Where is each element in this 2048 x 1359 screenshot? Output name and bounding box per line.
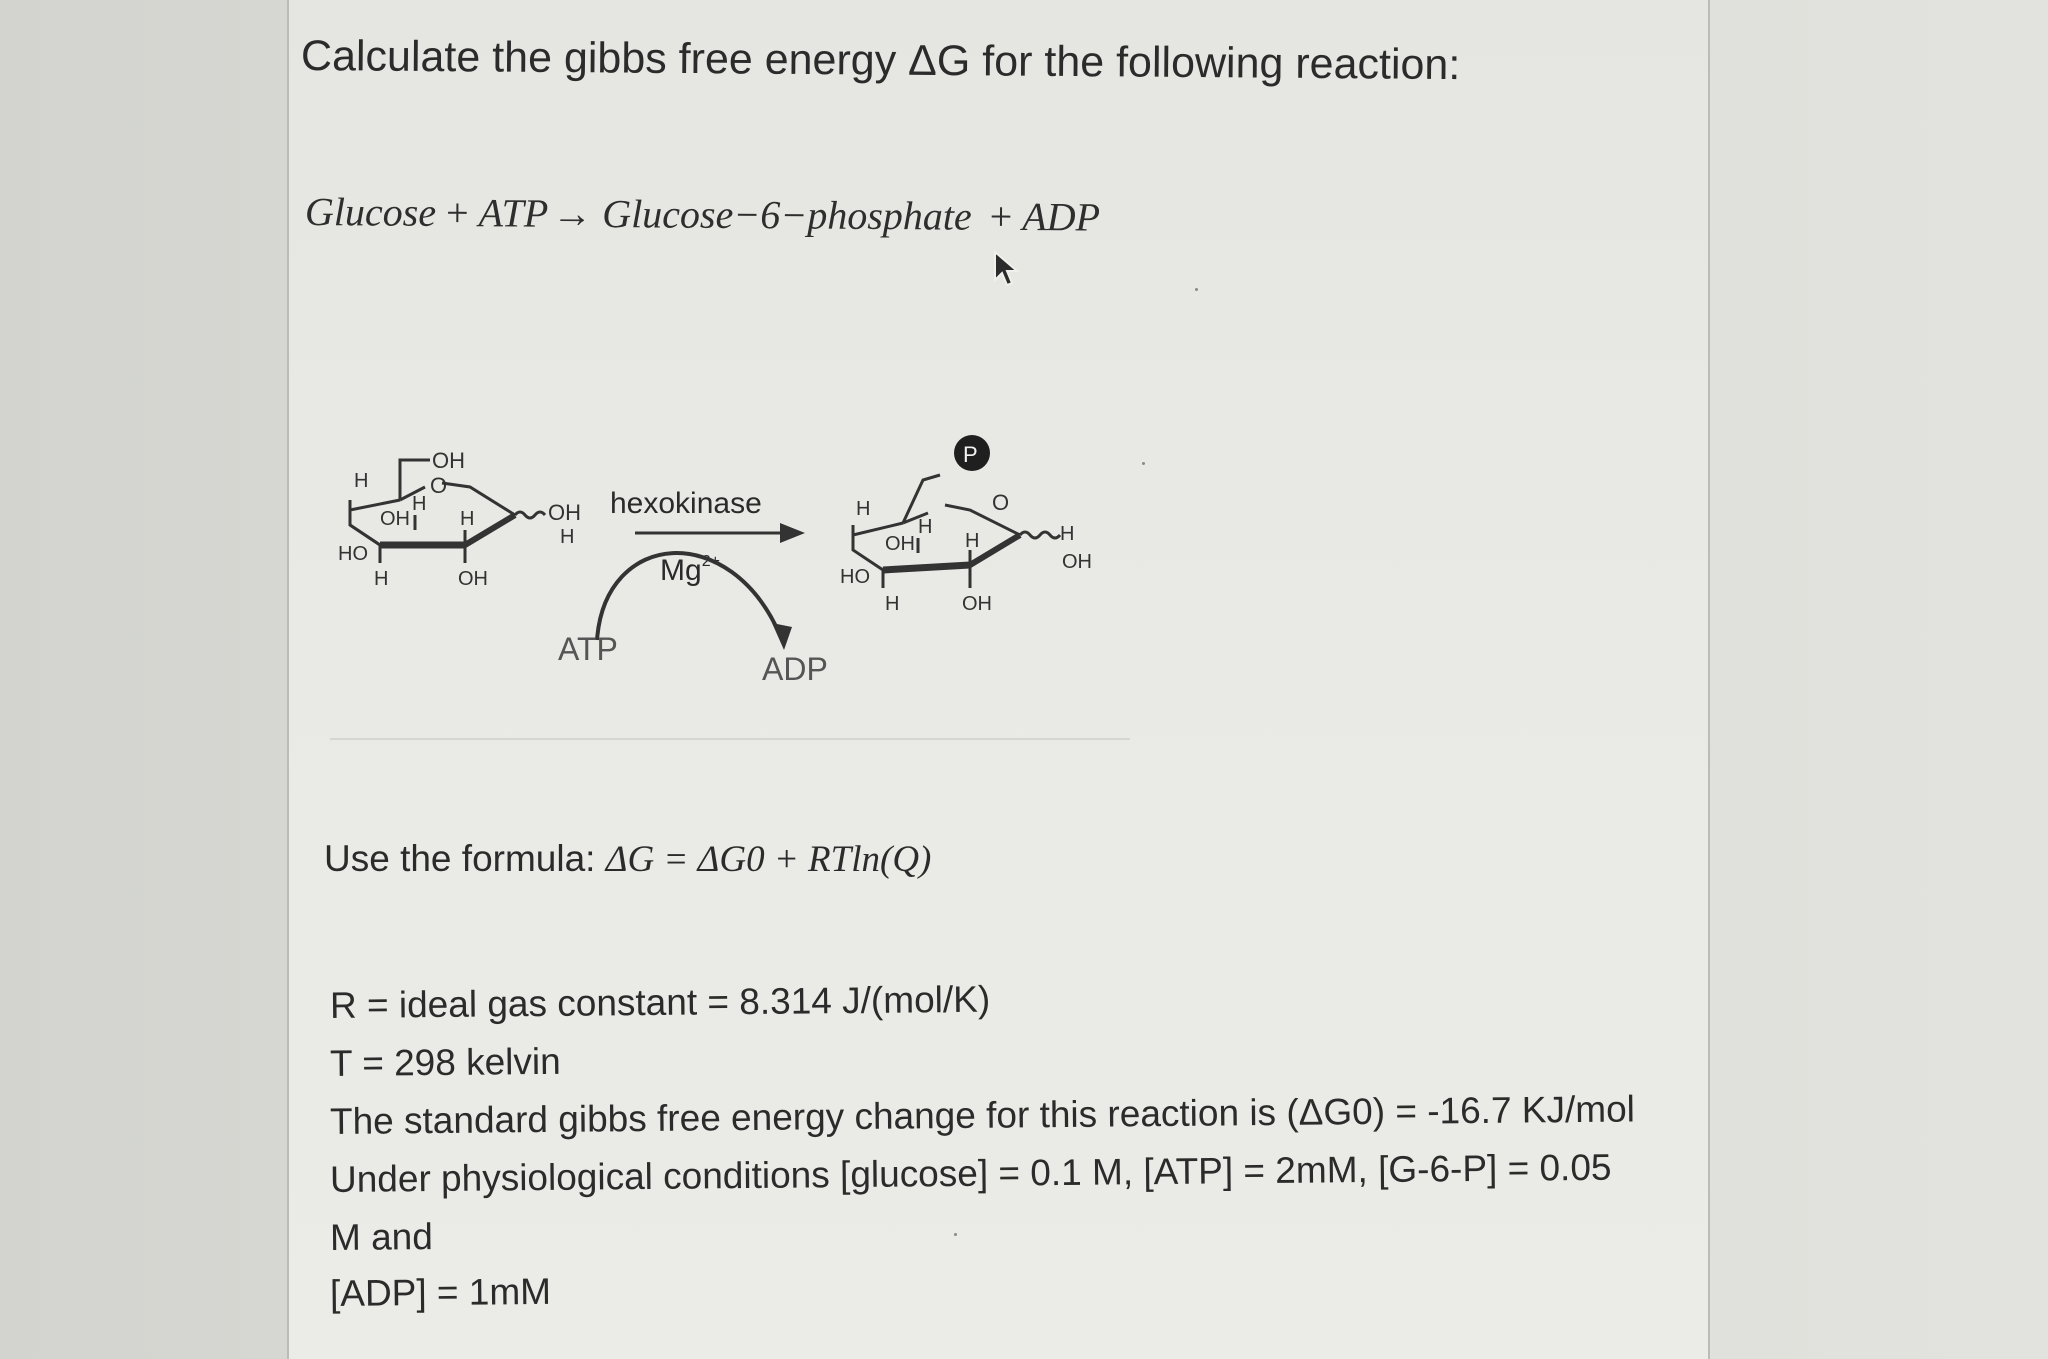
g6p-h-mid-label: H (965, 530, 980, 552)
product-adp: ADP (1022, 194, 1101, 240)
reaction-arrow: → (552, 190, 593, 237)
cofactor-label: $Mg^{2+}$ (660, 553, 720, 587)
g6p-ring-o-label: O (992, 490, 1010, 515)
g6p-h-top-label: H (918, 516, 933, 538)
product-g6p: Glucose−6−phosphate (602, 191, 972, 239)
enzyme-label: hexokinase (610, 487, 762, 520)
g6p-h-right-label: H (1060, 523, 1075, 545)
gibbs-formula: ΔG = ΔG0 + RTln(Q) (605, 839, 932, 880)
g6p-h-bottom-label: H (885, 593, 900, 615)
mouse-pointer-icon (992, 250, 1022, 290)
adp-label: ADP (762, 651, 828, 687)
g6p-h-left-label: H (856, 498, 871, 520)
formula-prefix: Use the formula: (324, 838, 606, 879)
glucose-h-top-label: H (412, 493, 427, 515)
phosphate-label: P (963, 442, 978, 467)
atp-label: ATP (558, 631, 618, 667)
g6p-ho-left-label: HO (840, 566, 870, 588)
reactant-glucose: Glucose (304, 189, 437, 235)
g6p-oh-bottom-label: OH (962, 593, 992, 615)
glucose-oh-right-label: OH (548, 500, 581, 525)
question-heading: Calculate the gibbs free energy ΔG for the following reaction: (300, 32, 1461, 90)
g6p-structure (853, 475, 1060, 588)
glucose-ho-left-label: HO (338, 543, 368, 565)
glucose-ring-o-label: O (430, 473, 448, 498)
given-temperature: T = 298 kelvin (329, 1040, 561, 1084)
speck (954, 1233, 957, 1236)
g6p-oh-ring-label: OH (885, 533, 915, 555)
given-concentrations: Under physiological conditions [glucose] = 0.1 M, [ATP] = 2mM, [G-6-P] = 0.05 (329, 1146, 1612, 1200)
glucose-ch2oh-label: OH (432, 448, 465, 473)
given-gas-constant: R = ideal gas constant = 8.314 J/(mol/K) (329, 978, 991, 1026)
divider (330, 738, 1130, 740)
speck (1195, 288, 1198, 291)
plus-sign: + (989, 193, 1013, 239)
speck (1142, 462, 1145, 465)
g6p-oh-right-label: OH (1062, 551, 1092, 573)
plus-sign: + (445, 189, 469, 236)
glucose-oh-ring-label: OH (380, 508, 410, 530)
given-standard-gibbs: The standard gibbs free energy change for this reaction is (ΔG0) = -16.7 KJ/mol (329, 1088, 1636, 1142)
given-adp: [ADP] = 1mM (329, 1270, 552, 1314)
formula-line (324, 838, 931, 881)
reactant-atp: ATP (478, 190, 549, 236)
hexokinase-reaction-diagram (320, 405, 1120, 705)
glucose-h-right-label: H (560, 526, 575, 548)
given-concentrations-cont: M and (329, 1216, 434, 1258)
reaction-equation (305, 188, 1110, 241)
glucose-h-bottom-label: H (374, 568, 389, 590)
glucose-oh-bottom-label: OH (458, 568, 488, 590)
glucose-h-left-label: H (354, 470, 369, 492)
glucose-h-mid-label: H (460, 508, 475, 530)
